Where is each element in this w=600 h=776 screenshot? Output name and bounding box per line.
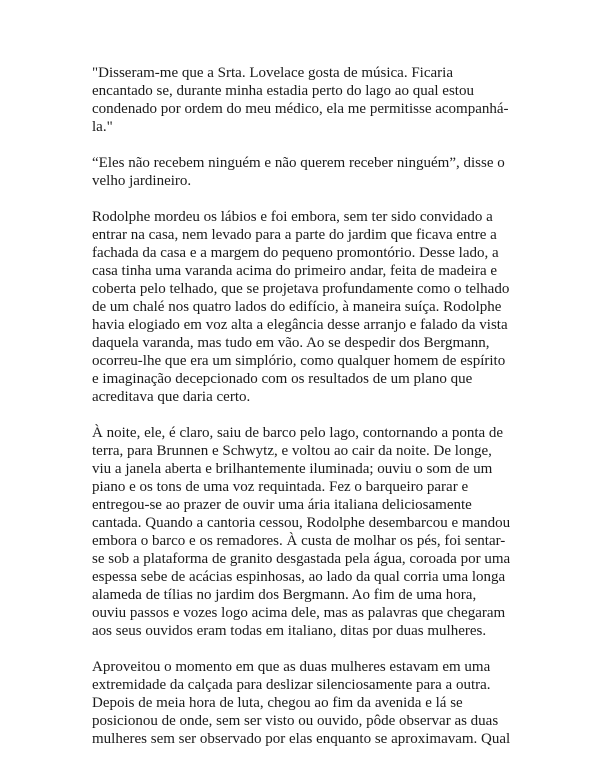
paragraph-2: “Eles não recebem ninguém e não querem receber ninguém”, disse o velho jardineiro.: [92, 155, 505, 189]
paragraph-4: À noite, ele, é claro, saiu de barco pelo lago, contornando a ponta de terra, para Brunnen e Schwytz, e voltou ao cair da noite. De longe, viu a janela aberta e brilhantemente iluminada; ouviu o som de um piano e os tons de uma voz requintada. Fez o barqueiro parar e entregou-se ao prazer de ouvir uma ária italiana deliciosamente cantada. Quando a cantoria cessou, Rodolphe desembarcou e mandou embora o barco e os remadores. À custa de molhar os pés, foi sentar-se sob a plataforma de granito desgastada pela água, coroada por uma espessa sebe de acácias espinhosas, ao lado da qual corria uma longa alameda de tílias no jardim dos Bergmann. Ao fim de uma hora, ouviu passos e vozes logo acima dele, mas as palavras que chegaram aos seus ouvidos eram todas em italiano, ditas por duas mulheres.: [92, 425, 511, 639]
paragraph-1: "Disseram-me que a Srta. Lovelace gosta de música. Ficaria encantado se, durante minha estadia perto do lago ao qual estou condenado por ordem do meu médico, ela me permitisse acompanhá-la.": [92, 65, 509, 135]
paragraph-5: Aproveitou o momento em que as duas mulheres estavam em uma extremidade da calçada para deslizar silenciosamente para a outra. Depois de meia hora de luta, chegou ao fim da avenida e lá se posicionou de onde, sem ser visto ou ouvido, pôde observar as duas mulheres sem ser observado por elas enquanto se aproximavam. Qual: [92, 659, 511, 747]
paragraph-3: Rodolphe mordeu os lábios e foi embora, sem ter sido convidado a entrar na casa, nem levado para a parte do jardim que ficava entre a fachada da casa e a margem do pequeno promontório. Desse lado, a casa tinha uma varanda acima do primeiro andar, feita de madeira e coberta pelo telhado, que se projetava profundamente como o telhado de um chalé nos quatro lados do edifício, à maneira suíça. Rodolphe havia elogiado em voz alta a elegância desse arranjo e falado da vista daquela varanda, mas tudo em vão. Ao se despedir dos Bergmann, ocorreu-lhe que era um simplório, como qualquer homem de espírito e imaginação decepcionado com os resultados de um plano que acreditava que daria certo.: [92, 209, 510, 405]
body-text: [92, 64, 512, 766]
